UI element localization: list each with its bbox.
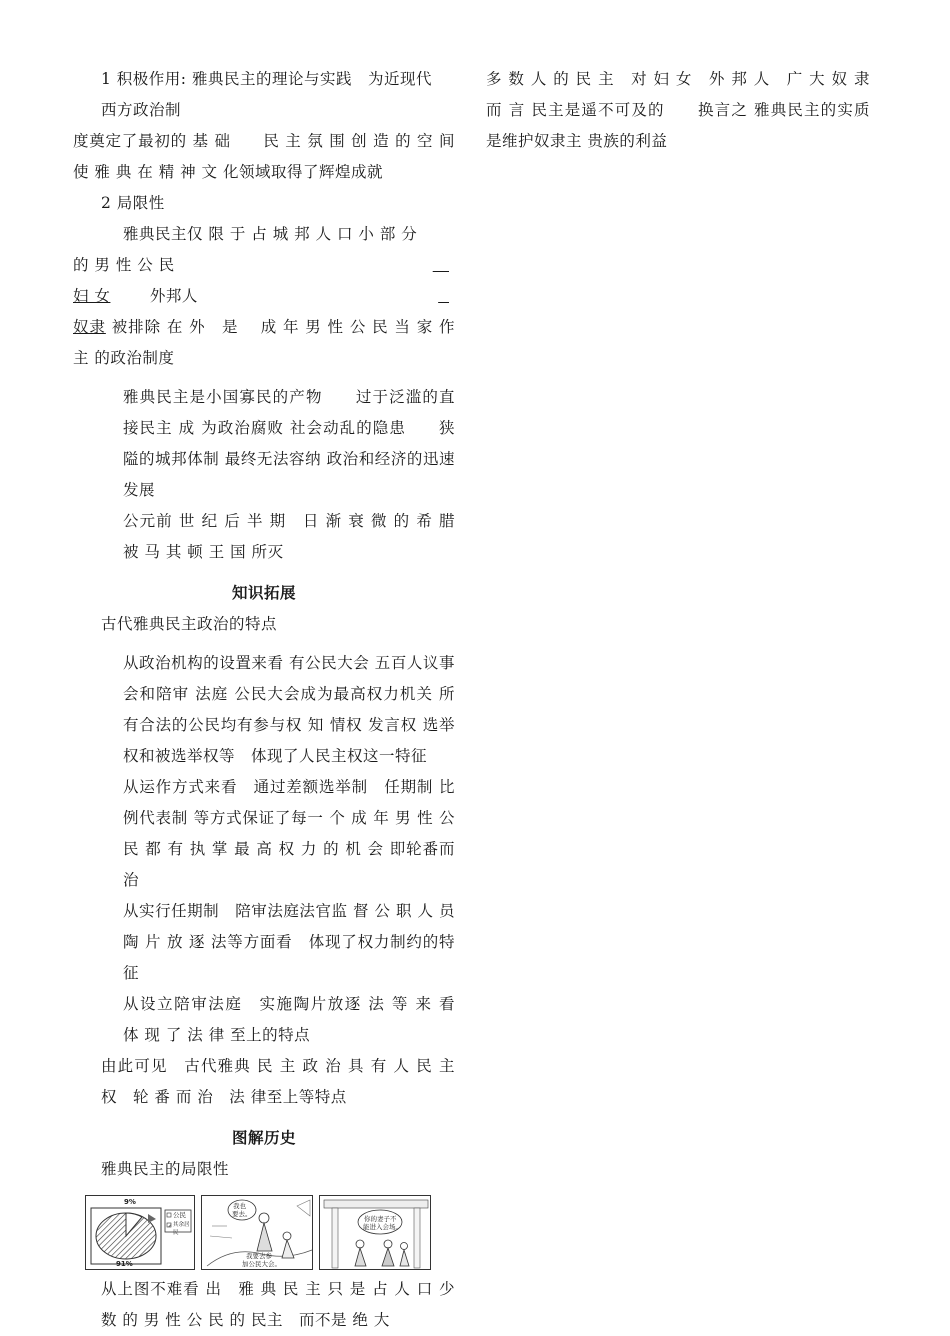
illustration-strip: [85, 1195, 455, 1270]
subheading-limitations: 雅典民主的局限性: [101, 1160, 230, 1178]
right-column: [486, 64, 870, 157]
slaves-term: 奴隶: [73, 318, 106, 336]
feature-operation: 从运作方式来看 通过差额选举制 任期制 比例代表制 等方式保证了每一 个 成 年 男 性 公 民 都 有 执 掌 最 高 权 力 的 机 会 即轮番而治: [123, 778, 455, 889]
speech-line1: 你的妻子不: [364, 1215, 397, 1223]
speech-line2: 能进入会场。: [363, 1223, 402, 1231]
limitation-line1: 雅典民主仅 限 于 占 城 邦 人 口 小 部 分: [123, 225, 418, 243]
cartoon-woman-figure: [201, 1195, 313, 1270]
legend-citizens: 公民: [173, 1211, 186, 1219]
conclusion-continued: 多 数 人 的 民 主 对 妇 女 外 邦 人 广 大 奴 隶 而 言 民主是遥不可及的 换言之 雅典民主的实质是维护奴隶主 贵族的利益: [486, 70, 870, 150]
feature-summary: 由此可见 古代雅典 民 主 政 治 具 有 人 民 主 权 轮 番 而 治 法 律至上等特点: [101, 1057, 455, 1106]
left-column: [73, 64, 472, 1336]
positive-role-line1: 1 积极作用: 雅典民主的理论与实践 为近现代: [101, 70, 432, 88]
caption-line1: 我要去参: [246, 1252, 272, 1260]
caption-line2: 加公民大会。: [242, 1260, 281, 1268]
pie-chart-figure: [85, 1195, 195, 1270]
positive-role-body: 度奠定了最初的 基 础 民 主 氛 围 创 造 的 空 间 使 雅 典 在 精 神 文 化领域取得了辉煌成就: [73, 132, 472, 181]
blank-dash: [433, 250, 455, 281]
women-term: 妇 女: [73, 287, 111, 305]
limitation-line2: [73, 250, 455, 281]
limitation-line2-text: 的 男 性 公 民: [73, 256, 175, 274]
conclusion-start: 从上图不难看 出 雅 典 民 主 只 是 占 人 口 少 数 的 男 性 公 民 的 民主 而不是 绝 大: [101, 1280, 455, 1329]
feature-checks: 从实行任期制 陪审法庭法官监 督 公 职 人 员 陶 片 放 逐 法等方面看 体现了权力制约的特征: [123, 902, 472, 982]
limitation-line4-text: 被排除 在 外 是 成 年 男 性 公 民 当 家 作 主 的政治制度: [73, 318, 455, 367]
cartoon-assembly-figure: [319, 1195, 431, 1270]
limitation-line3-text: [73, 281, 198, 312]
blank-dash: [438, 281, 455, 312]
subheading-features: 古代雅典民主政治的特点: [101, 615, 278, 633]
decline-reasons: 雅典民主是小国寡民的产物 过于泛滥的直接民主 成 为政治腐败 社会动乱的隐患 狭隘的城邦体制 最终无法容纳 政治和经济的迅速发展: [123, 388, 455, 499]
foreigners-term: 外邦人: [149, 287, 198, 305]
decline-end: 公元前 世 纪 后 半 期 日 渐 衰 微 的 希 腊 被 马 其 顿 王 国 所灭: [123, 512, 455, 561]
limitation-title: 2 局限性: [101, 194, 165, 212]
bubble-line1: 我也: [233, 1202, 246, 1210]
limitation-line3: [73, 281, 455, 312]
cartoon-assembly-icon: [320, 1196, 432, 1271]
bubble-line2: 要去。: [232, 1210, 252, 1218]
feature-institutions: 从政治机构的设置来看 有公民大会 五百人议事会和陪审 法庭 公民大会成为最高权力机关 所有合法的公民均有参与权 知 情权 发言权 选举权和被选举权等 体现了人民主权这一特征: [123, 654, 455, 765]
legend-others: 其余居民: [173, 1222, 190, 1236]
pie-label-citizens: 9%: [124, 1198, 136, 1206]
section-heading-extension: 知识拓展: [231, 584, 296, 602]
pie-label-others: 91%: [116, 1260, 133, 1268]
feature-law: 从设立陪审法庭 实施陶片放逐 法 等 来 看 体 现 了 法 律 至上的特点: [123, 995, 472, 1044]
positive-role-line2: 西方政治制: [101, 101, 182, 119]
section-heading-illustrated: 图解历史: [231, 1129, 296, 1147]
limitation-line4: [73, 312, 455, 374]
